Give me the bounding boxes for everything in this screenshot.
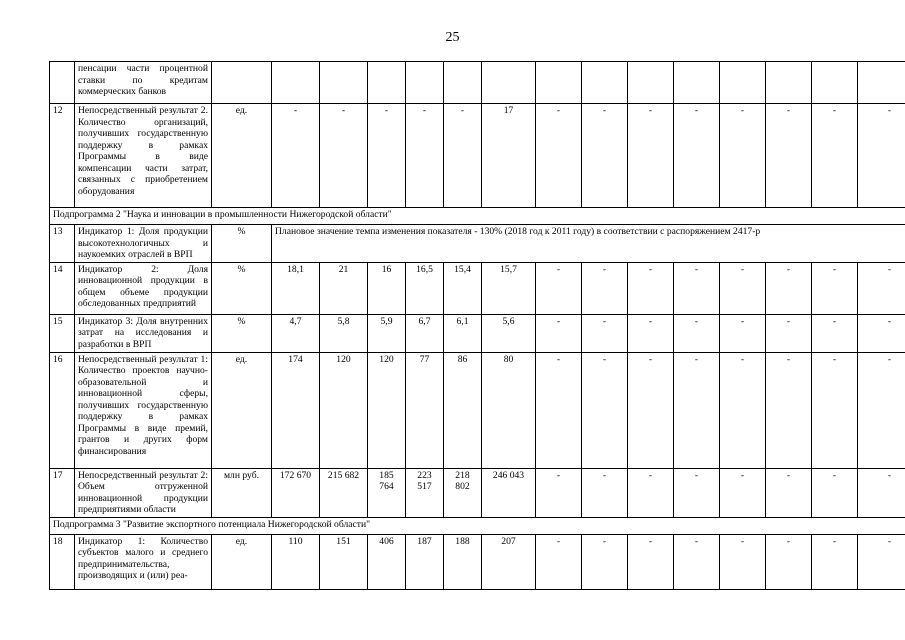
value-cell: - bbox=[766, 468, 812, 517]
value-cell: - bbox=[536, 468, 582, 517]
value-cell: - bbox=[720, 352, 766, 468]
table-body bbox=[50, 62, 905, 590]
value-cell: - bbox=[628, 104, 674, 208]
row-number-cell bbox=[50, 62, 75, 104]
value-cell: 5,8 bbox=[320, 314, 368, 352]
table-row bbox=[50, 62, 905, 104]
unit-cell bbox=[212, 62, 272, 104]
indicator-cell: Непосредственный результат 2: Объем отгруженной инновационной продукции предприятиями области bbox=[75, 468, 212, 517]
value-cell: - bbox=[320, 104, 368, 208]
value-cell: - bbox=[674, 468, 720, 517]
value-cell: - bbox=[766, 104, 812, 208]
value-cell: - bbox=[674, 352, 720, 468]
value-cell: - bbox=[812, 314, 858, 352]
value-cell: 151 bbox=[320, 534, 368, 589]
value-cell: - bbox=[858, 534, 905, 589]
value-cell: 5,9 bbox=[368, 314, 406, 352]
value-cell bbox=[406, 62, 444, 104]
value-cell: - bbox=[720, 468, 766, 517]
section-row bbox=[50, 517, 905, 534]
indicator-cell: Непосредственный результат 2. Количество организаций, получивших государственную поддержку в рамках Программы в виде компенсации части затрат, связанных с приобретением оборудования bbox=[75, 104, 212, 208]
value-cell: - bbox=[536, 104, 582, 208]
value-cell: 207 bbox=[482, 534, 536, 589]
value-cell: - bbox=[858, 352, 905, 468]
table-row bbox=[50, 468, 905, 517]
row-number-cell: 15 bbox=[50, 314, 75, 352]
unit-cell: ед. bbox=[212, 352, 272, 468]
value-cell: - bbox=[582, 534, 628, 589]
value-cell: - bbox=[536, 262, 582, 314]
value-cell: 215 682 bbox=[320, 468, 368, 517]
value-cell: - bbox=[812, 534, 858, 589]
value-cell bbox=[674, 62, 720, 104]
value-cell: 16 bbox=[368, 262, 406, 314]
value-cell: 187 bbox=[406, 534, 444, 589]
value-cell: - bbox=[444, 104, 482, 208]
value-cell: - bbox=[582, 352, 628, 468]
value-cell: 218 802 bbox=[444, 468, 482, 517]
value-cell: 80 bbox=[482, 352, 536, 468]
row-number-cell: 16 bbox=[50, 352, 75, 468]
value-cell: 110 bbox=[272, 534, 320, 589]
value-cell: - bbox=[582, 314, 628, 352]
value-cell: 406 bbox=[368, 534, 406, 589]
note-cell: Плановое значение темпа изменения показателя - 130% (2018 год к 2011 году) в соответствии с распоряжением 2417-р bbox=[272, 225, 905, 263]
value-cell: - bbox=[272, 104, 320, 208]
value-cell: - bbox=[674, 262, 720, 314]
value-cell: - bbox=[720, 534, 766, 589]
unit-cell: % bbox=[212, 314, 272, 352]
row-number-cell: 12 bbox=[50, 104, 75, 208]
value-cell: - bbox=[812, 104, 858, 208]
section-title-cell: Подпрограмма 2 "Наука и инновации в промышленности Нижегородской области" bbox=[50, 208, 905, 225]
indicator-cell: пенсации части процентной ставки по кредитам коммерческих банков bbox=[75, 62, 212, 104]
value-cell: - bbox=[628, 314, 674, 352]
value-cell: - bbox=[406, 104, 444, 208]
table-row bbox=[50, 104, 905, 208]
value-cell: 21 bbox=[320, 262, 368, 314]
value-cell: - bbox=[368, 104, 406, 208]
value-cell: - bbox=[628, 534, 674, 589]
value-cell: - bbox=[674, 534, 720, 589]
value-cell: - bbox=[720, 314, 766, 352]
value-cell: 188 bbox=[444, 534, 482, 589]
row-number-cell: 14 bbox=[50, 262, 75, 314]
value-cell: - bbox=[674, 104, 720, 208]
value-cell: - bbox=[582, 468, 628, 517]
row-number-cell: 17 bbox=[50, 468, 75, 517]
value-cell: - bbox=[628, 468, 674, 517]
value-cell: 6,1 bbox=[444, 314, 482, 352]
value-cell: - bbox=[858, 468, 905, 517]
table-row bbox=[50, 352, 905, 468]
value-cell: 77 bbox=[406, 352, 444, 468]
value-cell: 15,7 bbox=[482, 262, 536, 314]
value-cell: 18,1 bbox=[272, 262, 320, 314]
value-cell: 172 670 bbox=[272, 468, 320, 517]
value-cell bbox=[628, 62, 674, 104]
indicator-cell: Непосредственный результат 1: Количество проектов научно-образовательной и инновационной сферы, получивших государственную поддержку в рамках Программы в виде премий, грантов и других форм финансирования bbox=[75, 352, 212, 468]
value-cell bbox=[482, 62, 536, 104]
value-cell: 5,6 bbox=[482, 314, 536, 352]
unit-cell: % bbox=[212, 262, 272, 314]
value-cell: - bbox=[858, 262, 905, 314]
value-cell bbox=[536, 62, 582, 104]
row-number-cell: 18 bbox=[50, 534, 75, 589]
value-cell: - bbox=[812, 468, 858, 517]
unit-cell: ед. bbox=[212, 534, 272, 589]
value-cell: - bbox=[536, 534, 582, 589]
value-cell: - bbox=[858, 104, 905, 208]
value-cell: - bbox=[582, 262, 628, 314]
value-cell: - bbox=[536, 352, 582, 468]
value-cell: - bbox=[858, 314, 905, 352]
value-cell: - bbox=[536, 314, 582, 352]
value-cell: - bbox=[674, 314, 720, 352]
value-cell bbox=[812, 62, 858, 104]
value-cell: - bbox=[812, 262, 858, 314]
value-cell: - bbox=[766, 314, 812, 352]
value-cell: - bbox=[628, 352, 674, 468]
value-cell: 223 517 bbox=[406, 468, 444, 517]
indicator-cell: Индикатор 1: Доля продукции высокотехнологичных и наукоемких отраслей в ВРП bbox=[75, 225, 212, 263]
indicators-table bbox=[49, 61, 905, 590]
section-row bbox=[50, 208, 905, 225]
value-cell: 246 043 bbox=[482, 468, 536, 517]
section-title-cell: Подпрограмма 3 "Развитие экспортного потенциала Нижегородской области" bbox=[50, 517, 905, 534]
value-cell: - bbox=[582, 104, 628, 208]
table-row bbox=[50, 314, 905, 352]
indicator-cell: Индикатор 1: Количество субъектов малого и среднего предпринимательства, производящих и (или) реа- bbox=[75, 534, 212, 589]
value-cell: - bbox=[628, 262, 674, 314]
value-cell: 6,7 bbox=[406, 314, 444, 352]
value-cell bbox=[272, 62, 320, 104]
value-cell: - bbox=[720, 104, 766, 208]
row-number-cell: 13 bbox=[50, 225, 75, 263]
value-cell: - bbox=[766, 352, 812, 468]
unit-cell: млн руб. bbox=[212, 468, 272, 517]
value-cell: 185 764 bbox=[368, 468, 406, 517]
table-row bbox=[50, 225, 905, 263]
value-cell: 4,7 bbox=[272, 314, 320, 352]
value-cell: 16,5 bbox=[406, 262, 444, 314]
indicator-cell: Индикатор 2: Доля инновационной продукции в общем объеме продукции обследованных предприятий bbox=[75, 262, 212, 314]
value-cell bbox=[720, 62, 766, 104]
value-cell: 17 bbox=[482, 104, 536, 208]
value-cell bbox=[320, 62, 368, 104]
value-cell: 174 bbox=[272, 352, 320, 468]
table-row bbox=[50, 534, 905, 589]
value-cell bbox=[582, 62, 628, 104]
value-cell: 86 bbox=[444, 352, 482, 468]
value-cell bbox=[444, 62, 482, 104]
value-cell: 120 bbox=[368, 352, 406, 468]
value-cell: - bbox=[812, 352, 858, 468]
value-cell: 15,4 bbox=[444, 262, 482, 314]
unit-cell: % bbox=[212, 225, 272, 263]
value-cell: - bbox=[766, 534, 812, 589]
value-cell bbox=[858, 62, 905, 104]
page-number: 25 bbox=[445, 30, 460, 45]
value-cell: - bbox=[720, 262, 766, 314]
table-row bbox=[50, 262, 905, 314]
value-cell: - bbox=[766, 262, 812, 314]
indicator-cell: Индикатор 3: Доля внутренних затрат на исследования и разработки в ВРП bbox=[75, 314, 212, 352]
value-cell bbox=[368, 62, 406, 104]
value-cell bbox=[766, 62, 812, 104]
value-cell: 120 bbox=[320, 352, 368, 468]
unit-cell: ед. bbox=[212, 104, 272, 208]
